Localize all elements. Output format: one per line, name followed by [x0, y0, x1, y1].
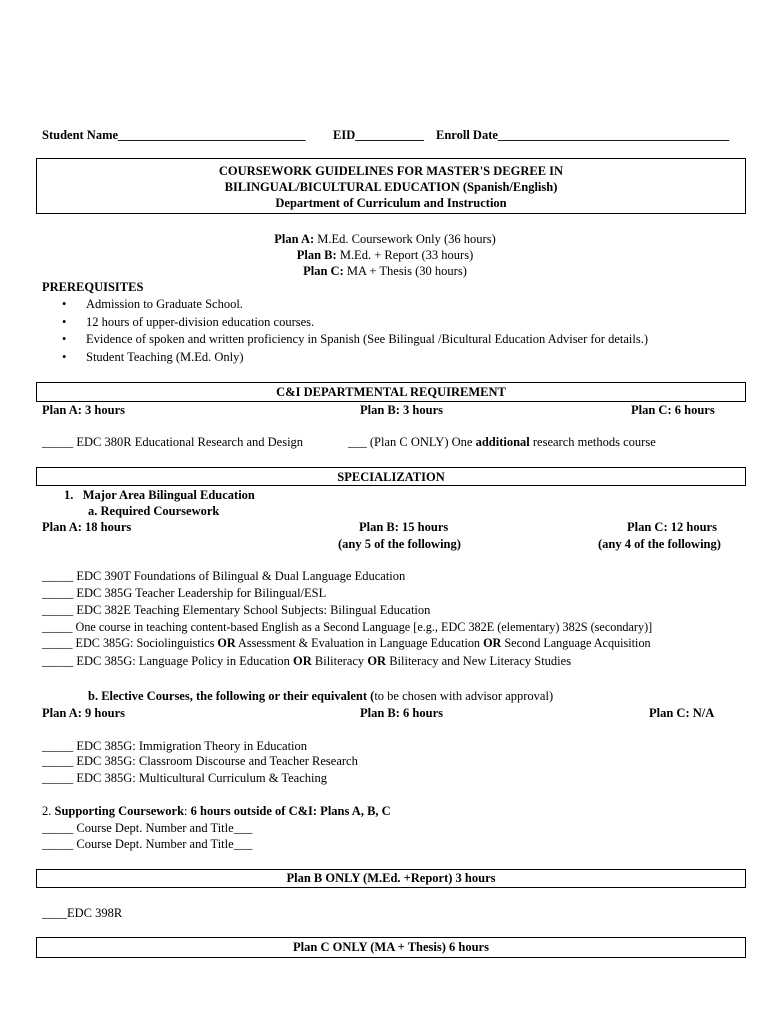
- required-course[interactable]: _____ One course in teaching content-based English as a Second Language [e.g., EDC 382E (elementary) 382S (secondary)]: [42, 620, 653, 634]
- dept-plan-b: Plan B: 3 hours: [360, 403, 444, 417]
- required-course[interactable]: _____ EDC 390T Foundations of Bilingual & Dual Language Education: [42, 569, 406, 583]
- elective-plan-b: Plan B: 6 hours: [360, 706, 444, 720]
- elective-heading-note: to be chosen with advisor approval): [374, 689, 554, 703]
- prerequisites-heading: PREREQUISITES: [42, 280, 144, 294]
- prereq-text: Admission to Graduate School.: [86, 297, 243, 311]
- plan-a-line: [0, 231, 770, 247]
- title-line-1: COURSEWORK GUIDELINES FOR MASTER'S DEGREE IN: [218, 164, 564, 178]
- supporting-course[interactable]: _____ Course Dept. Number and Title___: [42, 837, 253, 851]
- supporting-title: Supporting Coursework: [54, 804, 185, 818]
- plan-c-text: MA + Thesis (30 hours): [343, 264, 467, 278]
- prereq-item: [62, 296, 243, 312]
- spec-plan-b-note: (any 5 of the following): [338, 537, 461, 551]
- supporting-prefix: 2.: [42, 804, 55, 818]
- student-name-field[interactable]: Student Name______________________________: [42, 128, 306, 142]
- supporting-heading: [42, 803, 391, 819]
- supporting-sep: :: [184, 804, 191, 818]
- course-text: Biliteracy: [311, 654, 368, 668]
- dept-course-2-pre: ___ (Plan C ONLY) One: [348, 435, 476, 449]
- dept-course-2-post: research methods course: [529, 435, 656, 449]
- course-text: _____ EDC 385G: Language Policy in Education: [42, 654, 294, 668]
- elective-plan-a: Plan A: 9 hours: [42, 706, 126, 720]
- bullet-icon: •: [62, 350, 67, 364]
- course-text: Second Language Acquisition: [501, 636, 651, 650]
- required-course[interactable]: [42, 635, 651, 651]
- spec-plan-c-note: (any 4 of the following): [598, 537, 721, 551]
- plan-a-text: M.Ed. Coursework Only (36 hours): [314, 232, 496, 246]
- prereq-text: Student Teaching (M.Ed. Only): [86, 350, 244, 364]
- or-label: OR: [483, 636, 502, 650]
- dept-plan-c: Plan C: 6 hours: [631, 403, 715, 417]
- plan-c-label: Plan C:: [303, 264, 344, 278]
- title-line-3: Department of Curriculum and Instruction: [275, 196, 507, 210]
- prereq-text: 12 hours of upper-division education courses.: [86, 315, 315, 329]
- elective-heading: [88, 688, 553, 704]
- plan-b-label: Plan B:: [296, 248, 337, 262]
- departmental-heading: C&I DEPARTMENTAL REQUIREMENT: [36, 382, 746, 402]
- bullet-icon: •: [62, 315, 67, 329]
- prereq-item: [62, 349, 244, 365]
- dept-course-1[interactable]: _____ EDC 380R Educational Research and Design: [42, 435, 304, 449]
- course-text: _____ EDC 385G: Sociolinguistics: [42, 636, 218, 650]
- title-box: [36, 158, 746, 214]
- elective-course[interactable]: _____ EDC 385G: Classroom Discourse and Teacher Research: [42, 754, 358, 768]
- supporting-detail: 6 hours outside of C&I: Plans A, B, C: [190, 804, 391, 818]
- plan-b-course[interactable]: ____EDC 398R: [42, 906, 123, 920]
- prereq-item: [62, 314, 314, 330]
- required-coursework-heading: a. Required Coursework: [88, 504, 220, 518]
- plan-b-line: [0, 247, 770, 263]
- specialization-heading: SPECIALIZATION: [36, 467, 746, 486]
- or-label: OR: [293, 654, 312, 668]
- elective-course[interactable]: _____ EDC 385G: Immigration Theory in Education: [42, 739, 308, 753]
- elective-heading-text: b. Elective Courses, the following or their equivalent (: [88, 689, 375, 703]
- dept-plan-a: Plan A: 3 hours: [42, 403, 126, 417]
- spec-plan-b: Plan B: 15 hours: [359, 520, 449, 534]
- dept-course-2[interactable]: [348, 434, 656, 450]
- bullet-icon: •: [62, 332, 67, 346]
- course-text: Assessment & Evaluation in Language Education: [235, 636, 484, 650]
- or-label: OR: [217, 636, 236, 650]
- spec-plan-c: Plan C: 12 hours: [627, 520, 717, 534]
- elective-plan-c: Plan C: N/A: [649, 706, 715, 720]
- required-course[interactable]: _____ EDC 382E Teaching Elementary School Subjects: Bilingual Education: [42, 603, 431, 617]
- supporting-course[interactable]: _____ Course Dept. Number and Title___: [42, 821, 253, 835]
- plan-b-only-heading: Plan B ONLY (M.Ed. +Report) 3 hours: [36, 869, 746, 888]
- course-text: Biliteracy and New Literacy Studies: [386, 654, 572, 668]
- prereq-text: Evidence of spoken and written proficiency in Spanish (See Bilingual /Bicultural Education Adviser for details.): [86, 332, 649, 346]
- eid-field[interactable]: EID___________: [333, 128, 424, 142]
- required-course[interactable]: [42, 653, 571, 669]
- plan-b-text: M.Ed. + Report (33 hours): [336, 248, 474, 262]
- or-label: OR: [367, 654, 387, 668]
- major-area-heading: 1. Major Area Bilingual Education: [64, 488, 255, 502]
- plan-a-label: Plan A:: [274, 232, 315, 246]
- spec-plan-a: Plan A: 18 hours: [42, 520, 132, 534]
- required-course[interactable]: _____ EDC 385G Teacher Leadership for Bilingual/ESL: [42, 586, 327, 600]
- enroll-date-field[interactable]: Enroll Date_____________________________________: [436, 128, 730, 142]
- bullet-icon: •: [62, 297, 67, 311]
- elective-course[interactable]: _____ EDC 385G: Multicultural Curriculum & Teaching: [42, 771, 327, 785]
- dept-course-2-bold: additional: [475, 435, 530, 449]
- prereq-item: [62, 331, 648, 347]
- plan-c-only-heading: Plan C ONLY (MA + Thesis) 6 hours: [36, 937, 746, 958]
- title-line-2: BILINGUAL/BICULTURAL EDUCATION (Spanish/English): [224, 180, 558, 194]
- plan-c-line: [0, 263, 770, 279]
